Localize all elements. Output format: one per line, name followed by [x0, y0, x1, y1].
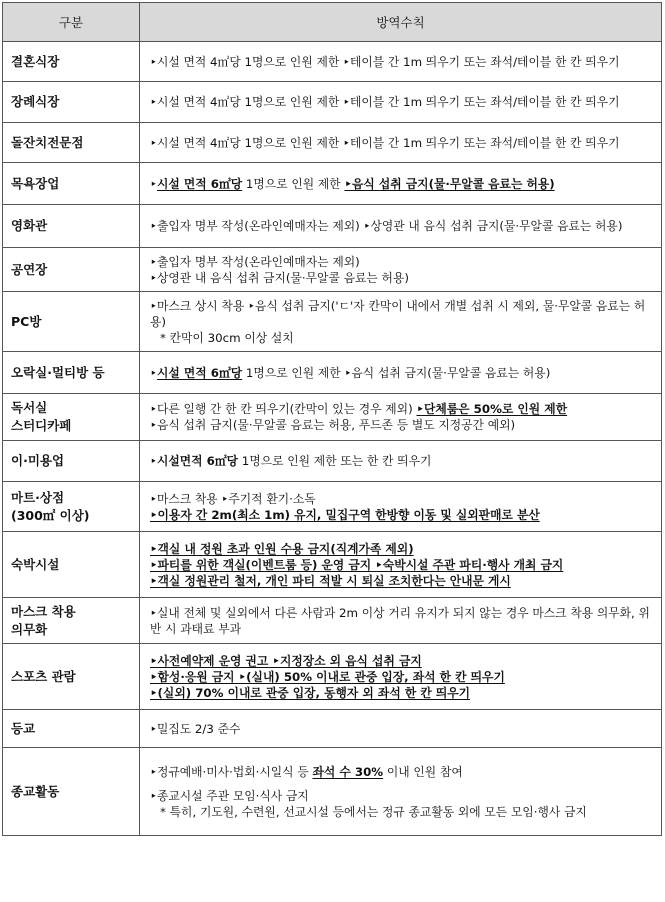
- row-measures: [140, 123, 662, 163]
- row-category: 영화관: [3, 205, 140, 248]
- table-row: [3, 248, 662, 292]
- measure-line: ‣마스크 상시 착용 ‣음식 섭취 금지('ㄷ'자 칸막이 내에서 개별 섭취 시 제외, 물·무알콜 음료는 허용): [150, 298, 646, 329]
- row-measures: [140, 748, 662, 836]
- spacer: [150, 780, 651, 788]
- table-row: [3, 123, 662, 163]
- row-measures: [140, 248, 662, 292]
- measure-text: ‣정규예배·미사·법회·시일식 등: [150, 764, 313, 779]
- row-measures: [140, 163, 662, 205]
- header-measures: 방역수칙: [140, 3, 662, 42]
- row-category: 종교활동: [3, 748, 140, 836]
- measure-line: ‣시설 면적 4㎡당 1명으로 인원 제한 ‣테이블 간 1m 띄우기 또는 좌석/테이블 한 칸 띄우기: [150, 135, 620, 150]
- highlighted-measure: 시설면적 6㎡당: [156, 454, 239, 468]
- bullet-marker: ‣: [150, 454, 157, 468]
- highlighted-measure: ‣함성·응원 금지 ‣(실내) 50% 이내로 관중 입장, 좌석 한 칸 띄우기: [150, 669, 505, 684]
- row-category: 장례식장: [3, 82, 140, 123]
- measure-line: ‣출입자 명부 작성(온라인예매자는 제외): [150, 254, 360, 269]
- row-measures: [140, 482, 662, 532]
- table-row: [3, 163, 662, 205]
- table-row: [3, 532, 662, 598]
- row-measures: [140, 598, 662, 644]
- quarantine-rules-document: [2, 2, 662, 836]
- table-row: [3, 441, 662, 482]
- measure-line: [150, 176, 651, 192]
- measure-line: [150, 453, 651, 469]
- table-row: [3, 598, 662, 644]
- highlighted-measure: 시설 면적 6㎡당: [156, 176, 243, 191]
- category-line: 의무화: [11, 621, 48, 637]
- row-measures: [140, 644, 662, 710]
- row-measures: [140, 292, 662, 352]
- row-category: 목욕장업: [3, 163, 140, 205]
- measure-line: ‣상영관 내 음식 섭취 금지(물·무알콜 음료는 허용): [150, 270, 409, 285]
- measure-line: [150, 401, 651, 417]
- bullet-marker: ‣: [150, 176, 157, 191]
- row-measures: [140, 42, 662, 82]
- highlighted-measure: 시설 면적 6㎡당: [156, 365, 243, 380]
- table-row: [3, 748, 662, 836]
- measure-text: ‣다른 일행 간 한 칸 띄우기(칸막이 있는 경우 제외): [150, 402, 417, 416]
- row-category: 오락실·멀티방 등: [3, 352, 140, 394]
- highlighted-measure: 좌석 수 30%: [312, 764, 384, 779]
- table-row: [3, 482, 662, 532]
- highlighted-measure: ‣사전예약제 운영 권고 ‣지정장소 외 음식 섭취 금지: [150, 653, 422, 668]
- row-category: 공연장: [3, 248, 140, 292]
- highlighted-measure: ‣단체룸은 50%로 인원 제한: [416, 402, 568, 416]
- row-category: [3, 394, 140, 441]
- measure-text: 이내 인원 참여: [383, 764, 463, 779]
- table-row: [3, 42, 662, 82]
- row-measures: [140, 441, 662, 482]
- measure-text: 1명으로 인원 제한: [242, 176, 345, 191]
- row-category: 등교: [3, 710, 140, 748]
- header-category: 구분: [3, 3, 140, 42]
- table-row: [3, 205, 662, 248]
- row-measures: [140, 394, 662, 441]
- measure-text: 1명으로 인원 제한 ‣음식 섭취 금지(물·무알콜 음료는 허용): [242, 365, 551, 380]
- row-measures: [140, 205, 662, 248]
- row-category: 이·미용업: [3, 441, 140, 482]
- table-row: [3, 394, 662, 441]
- quarantine-rules-table: [2, 2, 662, 836]
- highlighted-measure: ‣객실 정원관리 철저, 개인 파티 적발 시 퇴실 조치한다는 안내문 게시: [150, 573, 511, 588]
- measure-line: [150, 764, 651, 780]
- measure-line: [150, 365, 651, 381]
- measure-line: ‣밀집도 2/3 준수: [150, 721, 241, 736]
- row-category: 돌잔치전문점: [3, 123, 140, 163]
- category-line: 독서실: [11, 400, 48, 415]
- table-row: [3, 292, 662, 352]
- row-category: 숙박시설: [3, 532, 140, 598]
- measure-line: ‣음식 섭취 금지(물·무알콜 음료는 허용, 푸드존 등 별도 지정공간 예외): [150, 418, 516, 432]
- table-header-row: [3, 3, 662, 42]
- row-category: [3, 482, 140, 532]
- row-measures: [140, 352, 662, 394]
- row-category: 스포츠 관람: [3, 644, 140, 710]
- row-measures: [140, 532, 662, 598]
- measure-text: 1명으로 인원 제한 또는 한 칸 띄우기: [238, 454, 432, 468]
- row-measures: [140, 710, 662, 748]
- measure-line: ‣시설 면적 4㎡당 1명으로 인원 제한 ‣테이블 간 1m 띄우기 또는 좌석/테이블 한 칸 띄우기: [150, 95, 620, 109]
- measure-line: ‣출입자 명부 작성(온라인예매자는 제외) ‣상영관 내 음식 섭취 금지(물·무알콜 음료는 허용): [150, 219, 623, 233]
- highlighted-measure: ‣이용자 간 2m(최소 1m) 유지, 밀집구역 한방향 이동 및 실외판매로 분산: [150, 507, 540, 522]
- measure-note: * 특히, 기도원, 수련원, 선교시설 등에서는 정규 종교활동 외에 모든 모임·행사 금지: [160, 804, 587, 819]
- highlighted-measure: ‣음식 섭취 금지(물·무알콜 음료는 허용): [344, 176, 555, 191]
- measure-note: * 칸막이 30cm 이상 설치: [160, 330, 294, 345]
- category-line: 마스크 착용: [11, 603, 76, 619]
- category-line: (300㎡ 이상): [11, 507, 90, 523]
- table-row: [3, 644, 662, 710]
- measure-line: ‣시설 면적 4㎡당 1명으로 인원 제한 ‣테이블 간 1m 띄우기 또는 좌석/테이블 한 칸 띄우기: [150, 54, 620, 69]
- highlighted-measure: ‣(실외) 70% 이내로 관중 입장, 동행자 외 좌석 한 칸 띄우기: [150, 685, 471, 700]
- measure-line: ‣실내 전체 및 실외에서 다른 사람과 2m 이상 거리 유지가 되지 않는 경우 마스크 착용 의무화, 위반 시 과태료 부과: [150, 605, 650, 636]
- table-row: [3, 352, 662, 394]
- row-category: PC방: [3, 292, 140, 352]
- highlighted-measure: ‣객실 내 정원 초과 인원 수용 금지(직계가족 제외): [150, 541, 414, 556]
- measure-line: ‣종교시설 주관 모임·식사 금지: [150, 788, 309, 803]
- row-measures: [140, 82, 662, 123]
- bullet-marker: ‣: [150, 365, 157, 380]
- row-category: [3, 598, 140, 644]
- row-category: 결혼식장: [3, 42, 140, 82]
- category-line: 스터디카페: [11, 418, 72, 433]
- highlighted-measure: ‣파티를 위한 객실(이벤트룸 등) 운영 금지 ‣숙박시설 주관 파티·행사 개최 금지: [150, 557, 564, 572]
- table-row: [3, 82, 662, 123]
- category-line: 마트·상점: [11, 489, 65, 505]
- measure-line: ‣마스크 착용 ‣주기적 환기·소독: [150, 491, 316, 506]
- table-row: [3, 710, 662, 748]
